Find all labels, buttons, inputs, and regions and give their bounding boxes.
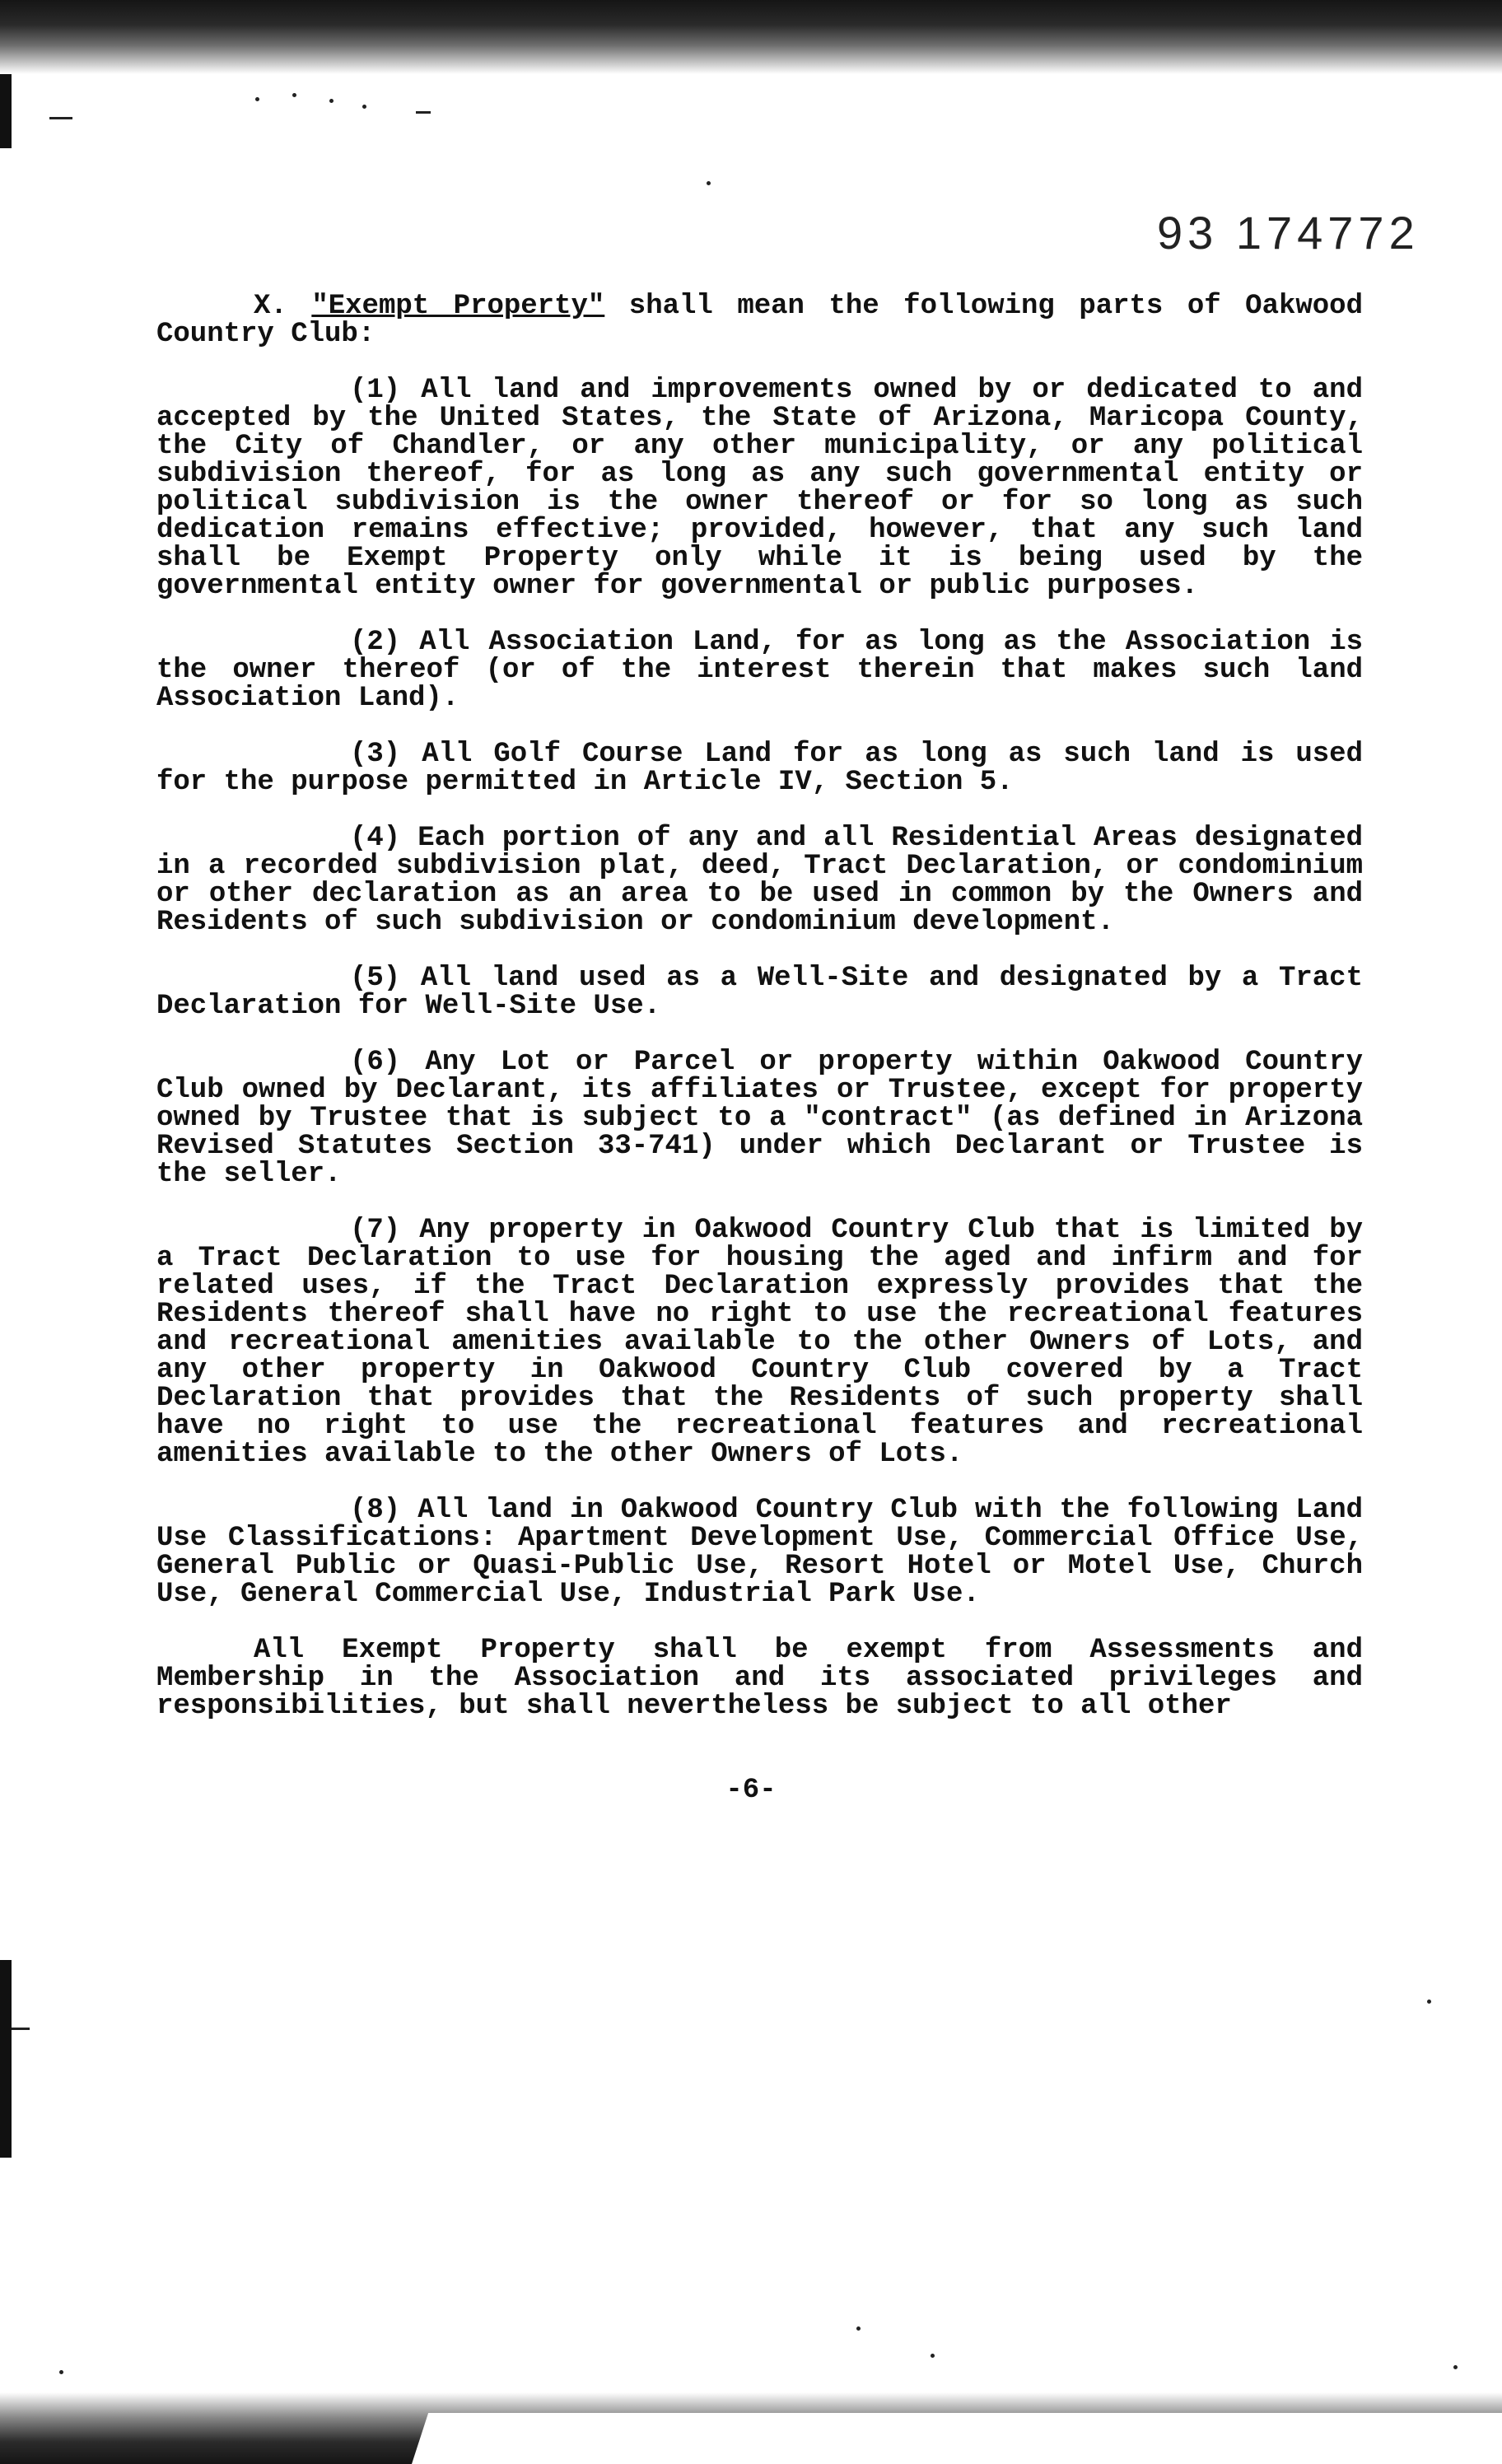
item-4: (4) Each portion of any and all Residential Areas designated in a recorded subdivision plat, deed, Tract Declaration, or condominium or other declaration as an area to be used in common by the Owners and Residents of such subdivision or condominium development. — [156, 823, 1363, 938]
scan-speck — [292, 93, 296, 97]
scan-speck — [416, 111, 431, 114]
scan-speck — [12, 2028, 30, 2030]
item-1: (1) All land and improvements owned by or dedicated to and accepted by the United States, the State of Arizona, Maricopa County, the City of Chandler, or any other municipality, or any political subdivision thereof, for as long as any such governmental entity or political subdivision is the owner thereof or for so long as such dedication remains effective; provided, however, that any such land shall be Exempt Property only while it is being used by the governmental entity owner for governmental or public purposes. — [156, 375, 1363, 602]
item-3: (3) All Golf Course Land for as long as such land is used for the purpose permitted in Article IV, Section 5. — [156, 739, 1363, 798]
item-6: (6) Any Lot or Parcel or property within Oakwood Country Club owned by Declarant, its affiliates or Trustee, except for property owned by Trustee that is subject to a "contract" (as defined in Arizona Revised Statutes Section 33-741) under which Declarant or Trustee is the seller. — [156, 1047, 1363, 1190]
section-label: X. — [254, 291, 287, 322]
scan-speck — [931, 2354, 935, 2358]
item-7: (7) Any property in Oakwood Country Club that is limited by a Tract Declaration to use for housing the aged and infirm and for related uses, if the Tract Declaration expressly provides that the Residents thereof shall have no right to use the recreational features and recreational amenities available to the other Owners of Lots, and any other property in Oakwood Country Club covered by a Tract Declaration that provides that the Residents of such property shall have no right to use the recreational features and recreational amenities available to the other Owners of Lots. — [156, 1215, 1363, 1470]
scan-top-edge — [0, 0, 1502, 74]
scan-speck — [59, 2370, 63, 2374]
document-body — [156, 292, 1363, 1748]
scan-speck — [1453, 2365, 1458, 2369]
scan-left-edge-lower — [0, 1960, 12, 2158]
document-number: 93 174772 — [1157, 207, 1420, 259]
item-8: (8) All land in Oakwood Country Club with the following Land Use Classifications: Apartment Development Use, Commercial Office Use, General Public or Quasi-Public Use, Resort Hotel or Motel Use, Church Use, General Commercial Use, Industrial Park Use. — [156, 1495, 1363, 1610]
definition-text: shall mean the following parts of Oakwood Country Club: — [156, 291, 1363, 350]
item-5: (5) All land used as a Well-Site and designated by a Tract Declaration for Well-Site Use. — [156, 963, 1363, 1022]
scan-speck — [1427, 2000, 1431, 2004]
scan-speck — [49, 117, 72, 119]
defined-term: "Exempt Property" — [311, 291, 605, 322]
scan-bottom-patch — [412, 2413, 1502, 2464]
scan-speck — [856, 2326, 861, 2331]
scan-speck — [362, 105, 366, 109]
definition-heading — [156, 292, 1363, 348]
scan-speck — [329, 99, 334, 103]
closing-paragraph: All Exempt Property shall be exempt from Assessments and Membership in the Association and its associated privileges and responsibilities, but shall nevertheless be subject to all other — [156, 1635, 1363, 1722]
scan-left-edge — [0, 74, 12, 148]
scan-speck — [707, 181, 711, 185]
page-number: -6- — [725, 1775, 777, 1806]
scan-speck — [255, 97, 259, 101]
item-2: (2) All Association Land, for as long as the Association is the owner thereof (or of the interest therein that makes such land Association Land). — [156, 627, 1363, 714]
